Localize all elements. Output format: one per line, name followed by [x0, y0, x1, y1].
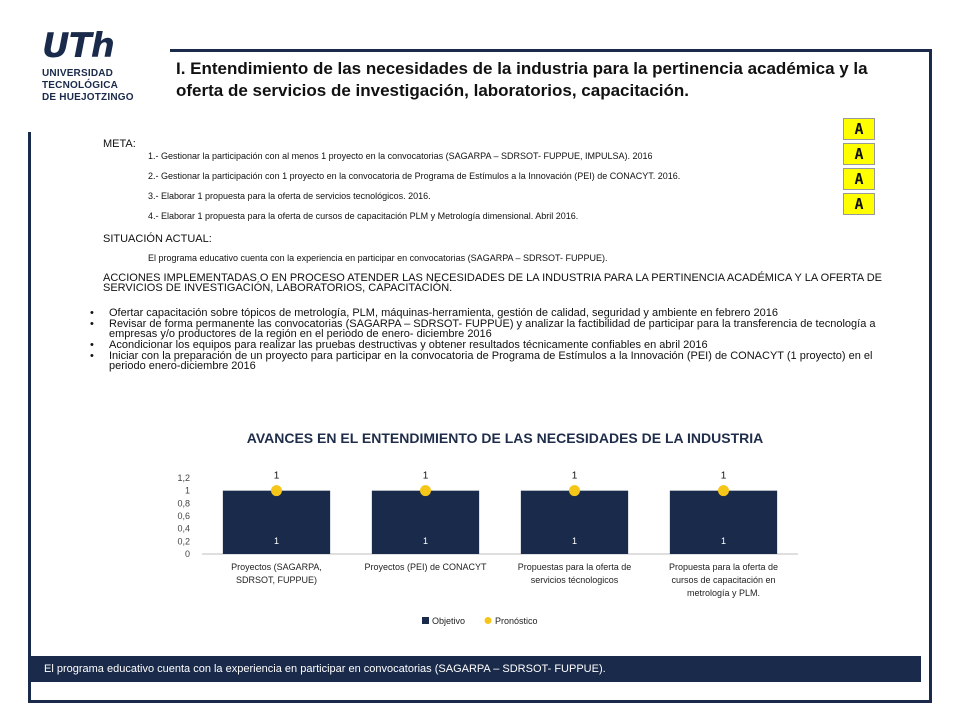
- marker-pronostico: [718, 485, 729, 496]
- status-badge: A: [843, 168, 875, 190]
- list-item: • Acondicionar los equipos para realizar las pruebas destructivas y obtener resultados técnicamente confiables en abril 2016: [88, 340, 908, 350]
- legend-label-objetivo: Objetivo: [432, 616, 466, 626]
- x-tick-label: Proyectos (PEI) de CONACYT: [364, 562, 487, 572]
- meta-item: 1.- Gestionar la participación con al menos 1 proyecto en la convocatorias (SAGARPA – SDRSOT- FUPPUE, IMPULSA). 2016: [148, 151, 653, 161]
- x-tick-label: Proyectos (SAGARPA,: [231, 562, 322, 572]
- acciones-heading: ACCIONES IMPLEMENTADAS O EN PROCESO ATENDER LAS NECESIDADES DE LA INDUSTRIA PARA LA PERTINENCIA ACADÉMICA Y LA OFERTA DE SERVICIOS DE INVESTIGACIÓN, LABORATORIOS, CAPACITACIÓN.: [103, 272, 882, 294]
- status-badge: A: [843, 193, 875, 215]
- meta-item: 2.- Gestionar la participación con 1 proyecto en la convocatoria de Programa de Estímulos a la Innovación (PEI) de CONACYT. 2016.: [148, 171, 681, 181]
- frame-top-border: [170, 49, 930, 52]
- marker-pronostico: [569, 485, 580, 496]
- x-tick-label: SDRSOT, FUPPUE): [235, 575, 318, 585]
- bar-data-label: 1: [571, 536, 578, 546]
- situacion-label: SITUACIÓN ACTUAL:: [103, 233, 212, 245]
- chart-title: AVANCES EN EL ENTENDIMIENTO DE LAS NECESIDADES DE LA INDUSTRIA: [246, 430, 764, 446]
- y-tick-label: 1: [184, 485, 190, 496]
- logo-line-2: TECNOLÓGICA: [42, 80, 119, 91]
- page-title: I. Entendimiento de las necesidades de la industria para la pertinencia académica y la oferta de servicios de investigación, laboratorios, capacitación.: [176, 59, 868, 100]
- x-tick-label: metrología y PLM.: [686, 588, 761, 598]
- frame-left-border: [28, 132, 31, 702]
- progress-chart: [160, 450, 820, 650]
- marker-data-label: 1: [273, 470, 280, 482]
- acciones-list: [88, 308, 908, 372]
- meta-item: 3.- Elaborar 1 propuesta para la oferta de servicios tecnológicos. 2016.: [148, 191, 431, 201]
- situacion-text: El programa educativo cuenta con la experiencia en participar en convocatorias (SAGARPA – SDRSOT- FUPPUE).: [148, 253, 608, 263]
- list-item: • Iniciar con la preparación de un proyecto para participar en la convocatoria de Programa de Estímulos a la Innovación (PEI) de CONACYT (1 proyecto) en el periodo enero-diciembre 2016: [88, 351, 908, 371]
- frame-bottom-border: [28, 700, 932, 703]
- status-badge: A: [843, 118, 875, 140]
- legend-label-pronostico: Pronóstico: [495, 616, 538, 626]
- y-tick-label: 0,6: [177, 511, 190, 521]
- frame-right-border: [929, 49, 932, 702]
- list-item: • Ofertar capacitación sobre tópicos de metrología, PLM, máquinas-herramienta, gestión de calidad, seguridad y ambiente en febrero 2016: [88, 308, 908, 318]
- bar-data-label: 1: [422, 536, 429, 546]
- y-tick-label: 1,2: [177, 473, 190, 483]
- legend-swatch-pronostico: [485, 617, 492, 624]
- university-logo: [38, 26, 148, 106]
- marker-pronostico: [420, 485, 431, 496]
- logo-line-3: DE HUEJOTZINGO: [42, 92, 134, 103]
- meta-label: META:: [103, 138, 136, 150]
- status-badges: [843, 118, 875, 218]
- status-badge: A: [843, 143, 875, 165]
- marker-data-label: 1: [422, 470, 429, 482]
- marker-data-label: 1: [720, 470, 727, 482]
- bar-data-label: 1: [720, 536, 727, 546]
- x-tick-label: cursos de capacitación en: [671, 575, 776, 585]
- marker-pronostico: [271, 485, 282, 496]
- list-item: • Revisar de forma permanente las convocatorias (SAGARPA – SDRSOT- FUPPUE) y analizar la factibilidad de participar para la transferencia de tecnología a empresas y/o productores de la región en el periodo de enero- diciembre 2016: [88, 319, 908, 339]
- marker-data-label: 1: [571, 470, 578, 482]
- y-tick-label: 0,4: [177, 523, 190, 534]
- meta-item: 4.- Elaborar 1 propuesta para la oferta de cursos de capacitación PLM y Metrología dimensional. Abril 2016.: [148, 211, 579, 221]
- logo-line-1: UNIVERSIDAD: [42, 68, 114, 79]
- x-tick-label: Propuestas para la oferta de: [517, 562, 632, 572]
- footer-bar: El programa educativo cuenta con la experiencia en participar en convocatorias (SAGARPA – SDRSOT- FUPPUE).: [30, 656, 921, 682]
- y-tick-label: 0: [184, 549, 190, 559]
- logo-mark: UTh: [42, 26, 115, 66]
- x-tick-label: servicios técnologicos: [530, 575, 619, 585]
- y-tick-label: 0,2: [177, 536, 190, 547]
- bar-data-label: 1: [273, 536, 280, 546]
- x-tick-label: Propuesta para la oferta de: [668, 562, 779, 572]
- legend-swatch-objetivo: [422, 617, 429, 624]
- y-tick-label: 0,8: [177, 498, 190, 509]
